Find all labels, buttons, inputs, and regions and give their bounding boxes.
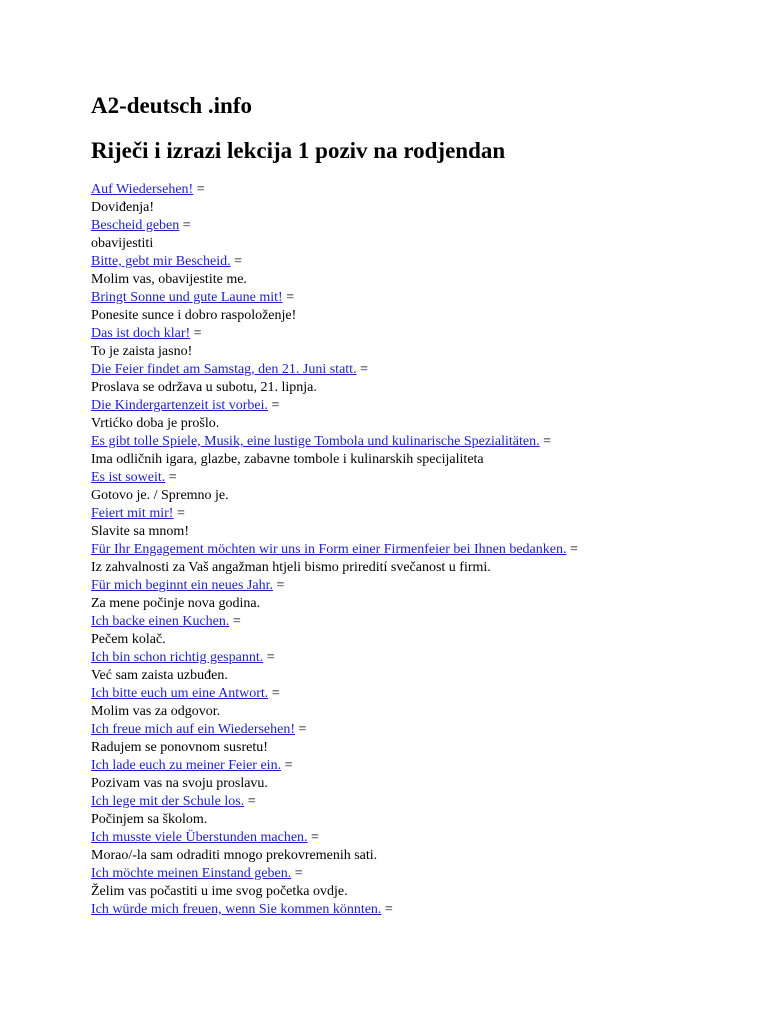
equals-sign: = [247,794,256,809]
vocabulary-entry [91,289,761,325]
phrase-link[interactable]: Feiert mit mir! [91,506,174,521]
translation-text: Počinjem sa školom. [91,812,208,827]
equals-sign: = [182,218,191,233]
translation-text: To je zaista jasno! [91,344,193,359]
vocabulary-entry [91,865,761,901]
translation-text: Ima odličnih igara, glazbe, zabavne tombole i kulinarskih specijaliteta [91,452,484,467]
translation-text: Pečem kolač. [91,632,166,647]
vocabulary-entry [91,469,761,505]
translation-text: Vrtićko doba je prošlo. [91,416,220,431]
translation-text: Iz zahvalnosti za Vaš angažman htjeli bismo priredití svečanost u firmi. [91,560,491,575]
translation-text: Pozivam vas na svoju proslavu. [91,776,268,791]
phrase-link[interactable]: Ich bitte euch um eine Antwort. [91,686,269,701]
vocabulary-entry [91,325,761,361]
phrase-link[interactable]: Bringt Sonne und gute Laune mit! [91,290,283,305]
phrase-line [91,289,761,307]
equals-sign: = [360,362,368,377]
phrase-link[interactable]: Die Feier findet am Samstag, den 21. Juni statt. [91,362,357,377]
phrase-line [91,613,761,631]
equals-sign: = [569,542,578,557]
translation-text: Slavite sa mnom! [91,524,189,539]
phrase-line [91,505,761,523]
phrase-link[interactable]: Das ist doch klar! [91,326,191,341]
site-title: A2-deutsch .info [91,93,253,118]
equals-sign: = [271,398,280,413]
translation-text: Radujem se ponovnom susretu! [91,740,268,755]
phrase-link[interactable]: Ich würde mich freuen, wenn Sie kommen könnten. [91,902,382,917]
vocabulary-entry [91,829,761,865]
translation-text: Doviđenja! [91,200,154,215]
phrase-line [91,901,761,919]
phrase-link[interactable]: Es gibt tolle Spiele, Musik, eine lustige Tombola und kulinarische Spezialitäten. [91,434,540,449]
phrase-link[interactable]: Ich möchte meinen Einstand geben. [91,866,292,881]
vocabulary-entry [91,721,761,757]
translation-text: Morao/-la sam odraditi mnogo prekovremenih sati. [91,848,378,863]
vocabulary-entry [91,397,761,433]
phrase-line [91,253,761,271]
phrase-line [91,397,761,415]
phrase-link[interactable]: Ich lege mit der Schule los. [91,794,245,809]
phrase-line [91,793,761,811]
phrase-line [91,577,761,595]
equals-sign: = [298,722,307,737]
vocabulary-entry [91,793,761,829]
vocabulary-entry [91,757,761,793]
vocabulary-entry [91,181,761,217]
vocabulary-entry [91,253,761,289]
phrase-line [91,361,761,379]
equals-sign: = [196,182,205,197]
equals-sign: = [294,866,303,881]
equals-sign: = [286,290,295,305]
vocabulary-entry [91,577,761,613]
phrase-link[interactable]: Ich musste viele Überstunden machen. [91,830,308,845]
equals-sign: = [176,506,185,521]
translation-text: Želim vas počastiti u ime svog početka ovdje. [91,884,348,899]
equals-sign: = [276,578,285,593]
vocabulary-entry [91,433,761,469]
translation-text: Molim vas za odgovor. [91,704,221,719]
phrase-link[interactable]: Für Ihr Engagement möchten wir uns in Form einer Firmenfeier bei Ihnen bedanken. [91,542,567,557]
phrase-link[interactable]: Ich lade euch zu meiner Feier ein. [91,758,282,773]
phrase-line [91,181,761,199]
translation-text: Za mene počinje nova godina. [91,596,261,611]
phrase-link[interactable]: Bescheid geben [91,218,180,233]
translation-text: Ponesite sunce i dobro raspoloženje! [91,308,297,323]
equals-sign: = [232,614,241,629]
phrase-link[interactable]: Die Kindergartenzeit ist vorbei. [91,398,269,413]
phrase-line [91,721,761,739]
vocabulary-entry [91,505,761,541]
vocabulary-entry [91,613,761,649]
vocabulary-entry [91,541,761,577]
vocabulary-entry [91,217,761,253]
phrase-link[interactable]: Ich bin schon richtig gespannt. [91,650,264,665]
phrase-line [91,541,761,559]
phrase-line [91,865,761,883]
phrase-link[interactable]: Ich freue mich auf ein Wiedersehen! [91,722,296,737]
phrase-link[interactable]: Ich backe einen Kuchen. [91,614,230,629]
equals-sign: = [168,470,177,485]
phrase-link[interactable]: Auf Wiedersehen! [91,182,194,197]
vocabulary-list [91,181,761,919]
translation-text: obavijestiti [91,236,154,251]
equals-sign: = [311,830,319,845]
phrase-line [91,685,761,703]
phrase-line [91,325,761,343]
equals-sign: = [384,902,393,917]
phrase-link[interactable]: Es ist soweit. [91,470,166,485]
phrase-line [91,433,761,451]
phrase-line [91,757,761,775]
phrase-line [91,829,761,847]
equals-sign: = [193,326,202,341]
vocabulary-entry [91,649,761,685]
equals-sign: = [543,434,552,449]
translation-text: Već sam zaista uzbuđen. [91,668,228,683]
equals-sign: = [234,254,242,269]
phrase-line [91,649,761,667]
equals-sign: = [271,686,280,701]
vocabulary-entry [91,685,761,721]
phrase-link[interactable]: Bitte, gebt mir Bescheid. [91,254,231,269]
translation-text: Molim vas, obavijestite me. [91,272,247,287]
equals-sign: = [284,758,293,773]
translation-text: Proslava se održava u subotu, 21. lipnja. [91,380,317,395]
phrase-line [91,217,761,235]
vocabulary-entry [91,901,761,919]
equals-sign: = [266,650,275,665]
translation-text: Gotovo je. / Spremno je. [91,488,229,503]
phrase-line [91,469,761,487]
vocabulary-entry [91,361,761,397]
lesson-title: Riječi i izrazi lekcija 1 poziv na rodjendan [91,138,506,163]
phrase-link[interactable]: Für mich beginnt ein neues Jahr. [91,578,273,593]
